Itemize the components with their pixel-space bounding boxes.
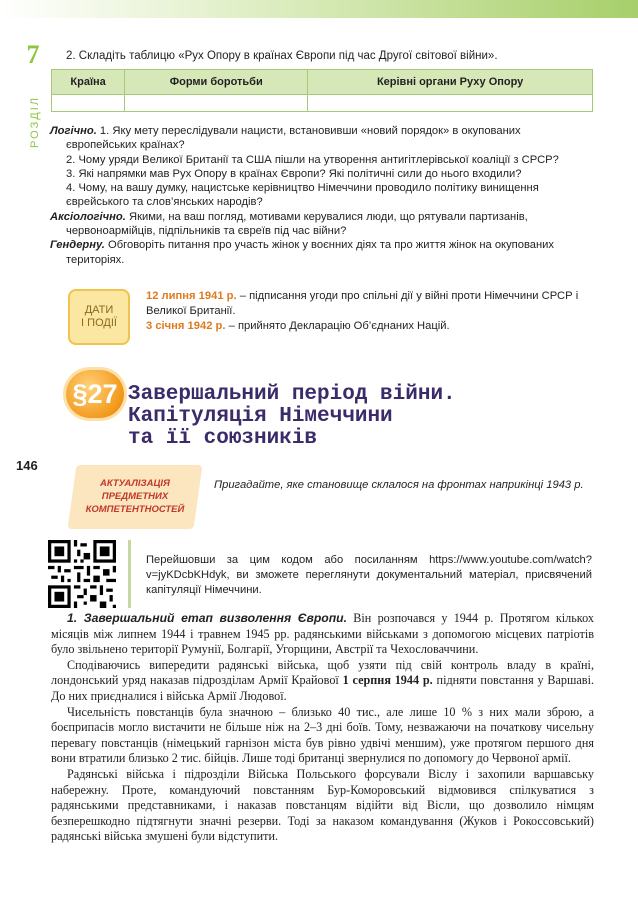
para-2a: Сподіваючись випередити радянські війська, щоб узяти під свій контроль владу в країні, лондонський уряд наказав підрозділам Армії Крайової [51,657,594,688]
logic-q3: 3. Які напрямки мав Рух Опору в країнах Європи? Які політичні сили до нього входили? [66,167,522,180]
date-2: 3 січня 1942 р. [146,320,226,332]
recall-prompt: Пригадайте, яке становище склалося на фронтах наприкінці 1943 р. [214,479,584,491]
title-line-1: Завершальний період війни. [128,383,456,406]
date-1: 12 липня 1941 р. [146,290,237,302]
table-cell [308,95,593,112]
title-line-3: та її союзників [128,427,318,450]
table-header: Керівні органи Руху Опору [308,70,593,95]
logic-q2: 2. Чому уряди Великої Британії та США пішли на утворення антигітлерівської коаліції з СРСР? [66,153,559,166]
qr-code-icon[interactable] [48,540,116,608]
dates-text [146,289,606,334]
table-cell [52,95,125,112]
chapter-label: РОЗДІЛ [29,95,41,149]
table-cell [125,95,308,112]
para-4: Радянські війська і підрозділи Війська Польського форсували Віслу і захопили варшавську набережну. Проте, командуючий повстанням Бур-Коморовський відмовився спілкуватися з радянськими представниками, і наказав повстанцям відійти від Вісли, що дозволило німцям безперешкодно підтягнути значні резерви. Тоді за наказом командування (Жуков і Рокоссовський) радянські війська змушені були відступити. [51,766,594,844]
chapter-number: 7 [26,40,40,69]
event-2: – прийнято Декларацію Об’єднаних Націй. [225,320,450,332]
logic-q1: 1. Яку мету переслідували нацисти, встановивши «новий порядок» в окупованих європейських країнах? [66,125,521,152]
competence-badge [72,465,198,529]
section-heading: 1. Завершальний етап визволення Європи. [67,611,348,625]
top-band [0,0,638,18]
dates-badge-line1: ДАТИ [84,304,114,316]
paragraph-badge: §27 [66,370,124,418]
page-number: 146 [16,458,38,473]
paragraph-title [128,384,456,450]
logic-label: Логічно. [50,125,97,137]
table-header: Форми боротьби [125,70,308,95]
gender-question: Обговоріть питання про участь жінок у воєнних діях та про життя жінок на окупованих територіях. [66,239,555,266]
event-1: – підписання угоди про спільні дії у війні проти Німеччини СРСР і Великої Британії. [146,290,579,317]
logic-q4: 4. Чому, на вашу думку, нацистське керівництво Німеччини проводило політику винищення єврейського та слов’янських народів? [66,182,539,209]
axio-question: Якими, на ваш погляд, мотивами керувалися люди, що рятували партизанів, червоноармійців, підпільників та євреїв під час війни? [66,210,528,238]
competence-line2: ПРЕДМЕТНИХ [101,491,169,502]
para-2-date: 1 серпня 1944 р. [342,673,433,688]
qr-divider [128,540,131,608]
table-header: Країна [52,70,125,95]
title-line-2: Капітуляція Німеччини [128,405,393,428]
dates-badge-line2: І ПОДІЇ [81,317,117,329]
para-1: Він розпочався у 1944 р. Протягом кількох місяців між липнем 1944 і травнем 1945 рр. радянськими військами з допомогою місцевих патріотів було звільнено території Румунії, Болгарії, Угорщини, Австрії та Чехословаччини. [51,611,594,657]
para-2b: підняти повстання у Варшаві. До них приєдналися і війська Армії Людової. [51,673,594,703]
para-3: Чисельність повстанців була значною – близько 40 тис., але лише 10 % з них мали зброю, а боєприпасів могло вистачити не більше ніж на 2–3 дні боїв. Тому, незважаючи на початкову чисельну перевагу повстанців (німецький гарнізон міста був рівно удвічі меншим), уже протягом першого дня вони втратили близько 2 тис. бійців. Лише тоді британці звернулися по допомогу до Червоної армії. [51,704,594,766]
dates-badge [68,289,130,345]
competence-line3: КОМПЕТЕНТНОСТЕЙ [85,504,185,515]
gender-label: Гендерну. [50,239,105,252]
questions-block [50,124,594,267]
competence-line1: АКТУАЛІЗАЦІЯ [100,478,170,489]
task-2: 2. Складіть таблицю «Рух Опору в країнах Європи під час Другої світової війни». [66,50,498,62]
chapter-marker [22,40,44,149]
resistance-table [51,69,593,112]
qr-description: Перейшовши за цим кодом або посиланням https://www.youtube.com/watch?v=jyKDcbKHdyk, ви зможете переглянути документальний матеріал, присвячений капітуляції Німеччини. [146,554,592,596]
axio-label: Аксіологічно. [50,210,126,223]
main-text [51,611,594,845]
